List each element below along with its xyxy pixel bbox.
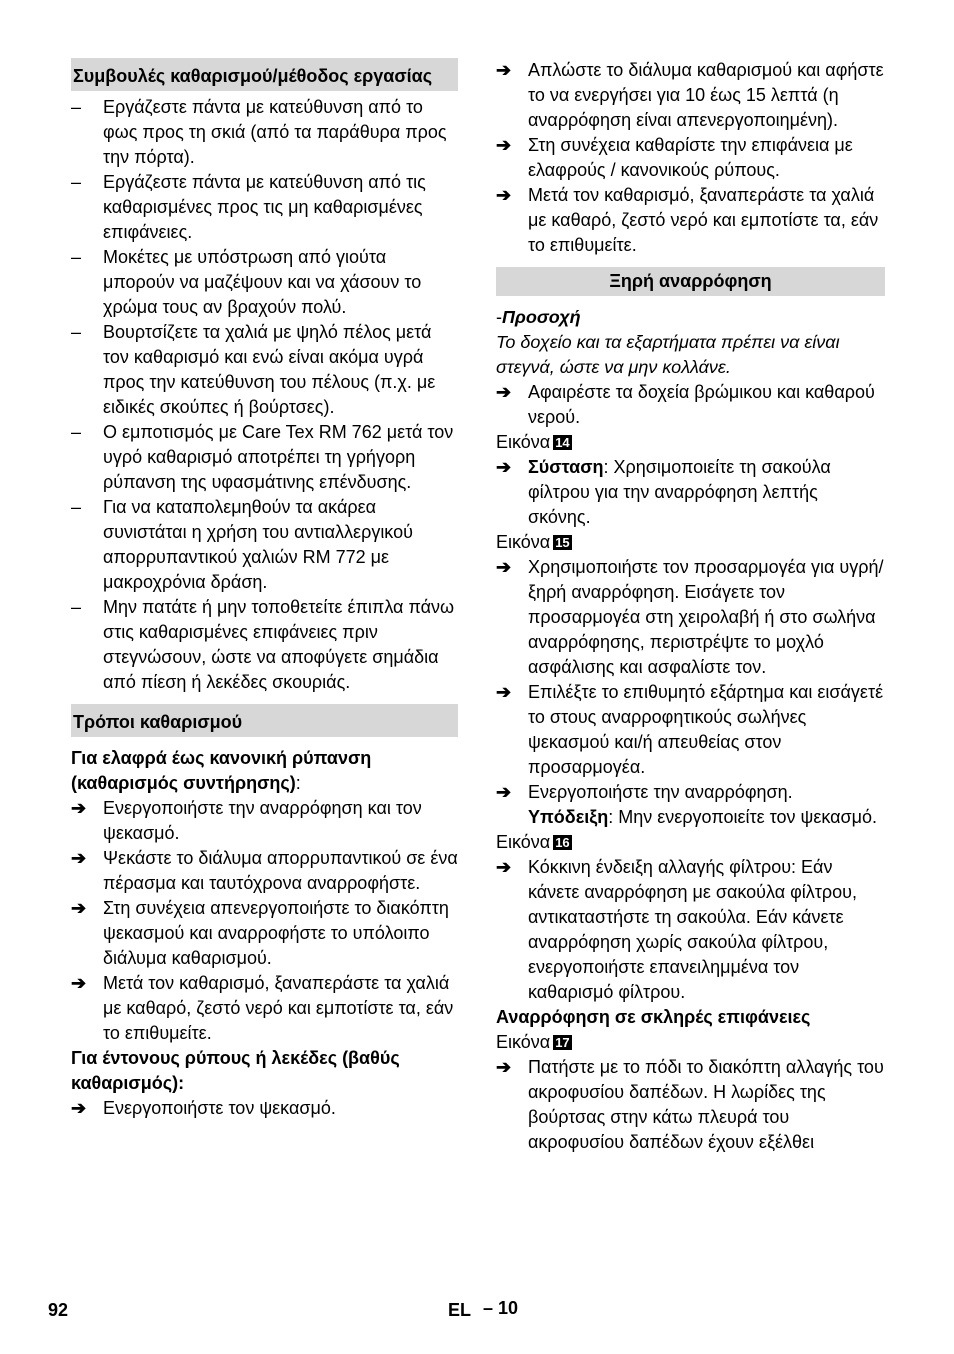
list-item (71, 971, 458, 1046)
list-item-text: Ο εμποτισμός με Care Tex RM 762 μετά τον υγρό καθαρισμό αποτρέπει τη γρήγορη ρύπανση της υφασμάτινης επένδυσης. (103, 422, 454, 492)
language-code: EL (448, 1300, 472, 1320)
dash-icon: – (71, 597, 82, 617)
arrow-icon: ➔ (496, 185, 512, 205)
arrow-icon: ➔ (496, 682, 512, 702)
tips-list (71, 95, 458, 695)
figure-ref-16 (496, 830, 885, 855)
list-item-text: Μοκέτες με υπόστρωση από γιούτα μπορούν να μαζέψουν και να χάσουν το χρώμα τους αν βραχούν πολύ. (103, 247, 422, 317)
right-column (496, 58, 885, 1155)
light-soiling-heading-text: Για ελαφρά έως κανονική ρύπανση (καθαρισμός συντήρησης) (71, 748, 372, 793)
arrow-icon: ➔ (496, 557, 512, 577)
dash-icon: – (71, 422, 82, 442)
note-label: Υπόδειξη (528, 807, 609, 827)
figure-number-14: 14 (555, 435, 570, 450)
recommend-label: Σύσταση (528, 457, 604, 477)
arrow-icon: ➔ (496, 782, 512, 802)
list-item (71, 896, 458, 971)
step-filter-indicator (496, 855, 885, 1005)
arrow-icon: ➔ (71, 798, 87, 818)
arrow-icon: ➔ (496, 382, 512, 402)
figure-label: Εικόνα (496, 1032, 551, 1052)
arrow-icon: ➔ (496, 60, 512, 80)
arrow-icon: ➔ (71, 1098, 87, 1118)
heavy-steps-list (71, 1096, 458, 1121)
list-item (71, 595, 458, 695)
list-item-text: Στη συνέχεια καθαρίστε την επιφάνεια με ελαφρούς / κανονικούς ρύπους. (528, 135, 853, 180)
arrow-icon: ➔ (71, 973, 87, 993)
step-activate-text: Ενεργοποιήστε την αναρρόφηση. (528, 782, 793, 802)
arrow-icon: ➔ (496, 457, 512, 477)
list-item (71, 320, 458, 420)
step-pedal (496, 1055, 885, 1155)
step-activate (496, 780, 885, 830)
step-adapter-text: Χρησιμοποιήστε τον προσαρμογέα για υγρή/ξηρή αναρρόφηση. Εισάγετε τον προσαρμογέα στη χειρολαβή ή στο σωλήνα αναρρόφησης, περιστρέψτε το μοχλό ασφάλισης και ασφαλίστε τον. (528, 557, 884, 677)
light-soiling-heading (71, 746, 458, 796)
hard-surface-heading: Αναρρόφηση σε σκληρές επιφάνειες (496, 1007, 811, 1027)
recommend-text: : Χρησιμοποιείτε τη σακούλα φίλτρου για την αναρρόφηση λεπτής σκόνης. (528, 457, 831, 527)
caution-text: Το δοχείο και τα εξαρτήματα πρέπει να είναι στεγνά, ώστε να μην κολλάνε. (496, 332, 840, 377)
figure-number-15: 15 (555, 535, 570, 550)
left-column (71, 58, 458, 1121)
arrow-icon: ➔ (496, 135, 512, 155)
list-item (496, 58, 885, 133)
list-item-text: Ψεκάστε το διάλυμα απορρυπαντικού σε ένα πέρασμα και ταυτόχρονα αναρροφήστε. (103, 848, 458, 893)
arrow-icon: ➔ (496, 857, 512, 877)
arrow-icon: ➔ (496, 1057, 512, 1077)
dash-icon: – (71, 97, 82, 117)
methods-heading: Τρόποι καθαρισμού (71, 704, 458, 737)
light-soiling-colon: : (295, 773, 301, 793)
list-item (71, 796, 458, 846)
heavy-soiling-heading: Για έντονους ρύπους ή λεκέδες (βαθύς καθαρισμός): (71, 1048, 400, 1093)
caution-label: Προσοχή (502, 307, 581, 327)
list-item (71, 95, 458, 170)
dash-icon: – (71, 497, 82, 517)
arrow-icon: ➔ (71, 848, 87, 868)
list-item (71, 420, 458, 495)
list-item-text: Μην πατάτε ή μην τοποθετείτε έπιπλα πάνω στις καθαρισμένες επιφάνειες πριν στεγνώσουν, ώστε να αποφύγετε σημάδια από πίεση ή λεκέδες σκουριάς. (103, 597, 455, 692)
list-item (496, 183, 885, 258)
list-item-text: Στη συνέχεια απενεργοποιήστε το διακόπτη ψεκασμού και αναρροφήστε το υπόλοιπο διάλυμα καθαρισμού. (103, 898, 449, 968)
heavy-steps-cont-list (496, 58, 885, 258)
step-filter-text: Κόκκινη ένδειξη αλλαγής φίλτρου: Εάν κάνετε αναρρόφηση με σακούλα φίλτρου, αντικαταστήστε τη σακούλα. Εάν κάνετε αναρρόφηση χωρίς σακούλα φίλτρου, ενεργοποιήστε επανειλημμένα τον καθαρισμό φίλτρου. (528, 857, 858, 1002)
dash-icon: – (71, 247, 82, 267)
list-item-text: Μετά τον καθαρισμό, ξαναπεράστε τα χαλιά με καθαρό, ζεστό νερό και εμποτίστε τα, εάν το επιθυμείτε. (103, 973, 454, 1043)
list-item (71, 846, 458, 896)
dry-vacuum-heading: Ξηρή αναρρόφηση (496, 267, 885, 296)
step-accessory (496, 680, 885, 780)
list-item (71, 1096, 458, 1121)
arrow-icon: ➔ (71, 898, 87, 918)
step-adapter (496, 555, 885, 680)
section-page-number: – 10 (483, 1298, 519, 1318)
list-item-text: Ενεργοποιήστε τον ψεκασμό. (103, 1098, 336, 1118)
list-item (71, 245, 458, 320)
note-text: : Μην ενεργοποιείτε τον ψεκασμό. (608, 807, 878, 827)
page-number: 92 (48, 1300, 69, 1320)
dash-icon: – (71, 322, 82, 342)
figure-number-16: 16 (555, 835, 570, 850)
list-item-text: Μετά τον καθαρισμό, ξαναπεράστε τα χαλιά με καθαρό, ζεστό νερό και εμποτίστε τα, εάν το επιθυμείτε. (528, 185, 879, 255)
step-remove-text: Αφαιρέστε τα δοχεία βρώμικου και καθαρού νερού. (528, 382, 875, 427)
list-item-text: Εργάζεστε πάντα με κατεύθυνση από το φως προς τη σκιά (από τα παράθυρα προς την πόρτα). (103, 97, 447, 167)
figure-label: Εικόνα (496, 832, 551, 852)
dash-icon: – (71, 172, 82, 192)
list-item (496, 133, 885, 183)
list-item (71, 170, 458, 245)
list-item-text: Εργάζεστε πάντα με κατεύθυνση από τις καθαρισμένες προς τις μη καθαρισμένες επιφάνειες. (103, 172, 426, 242)
list-item (71, 495, 458, 595)
figure-number-17: 17 (555, 1035, 570, 1050)
figure-label: Εικόνα (496, 432, 551, 452)
figure-label: Εικόνα (496, 532, 551, 552)
step-recommendation (496, 455, 885, 530)
step-pedal-text: Πατήστε με το πόδι το διακόπτη αλλαγής του ακροφυσίου δαπέδων. Η λωρίδες της βούρτσας στην κάτω πλευρά του ακροφυσίου δαπέδων έχουν εξέλθει (528, 1057, 884, 1152)
figure-ref-15 (496, 530, 885, 555)
tips-heading: Συμβουλές καθαρισμού/μέθοδος εργασίας (71, 58, 458, 91)
light-steps-list (71, 796, 458, 1046)
list-item-text: Απλώστε το διάλυμα καθαρισμού και αφήστε το να ενεργήσει για 10 έως 15 λεπτά (η αναρρόφηση είναι απενεργοποιημένη). (528, 60, 884, 130)
figure-ref-14 (496, 430, 885, 455)
caution-label-line: -Προσοχή (496, 307, 581, 327)
list-item-text: Βουρτσίζετε τα χαλιά με ψηλό πέλος μετά τον καθαρισμό και ενώ είναι ακόμα υγρά προς την κατεύθυνση του πέλους (π.χ. με ειδικές σκούπες ή βούρτσες). (103, 322, 436, 417)
step-accessory-text: Επιλέξτε το επιθυμητό εξάρτημα και εισάγετέ το στους αναρροφητικούς σωλήνες ψεκασμού και/ή απευθείας στον προσαρμογέα. (528, 682, 884, 777)
figure-ref-17 (496, 1030, 885, 1055)
list-item-text: Για να καταπολεμηθούν τα ακάρεα συνιστάται η χρήση του αντιαλλεργικού απορρυπαντικού χαλιών RM 772 με μακροχρόνια δράση. (103, 497, 413, 592)
list-item-text: Ενεργοποιήστε την αναρρόφηση και τον ψεκασμό. (103, 798, 422, 843)
step-remove-containers (496, 380, 885, 430)
